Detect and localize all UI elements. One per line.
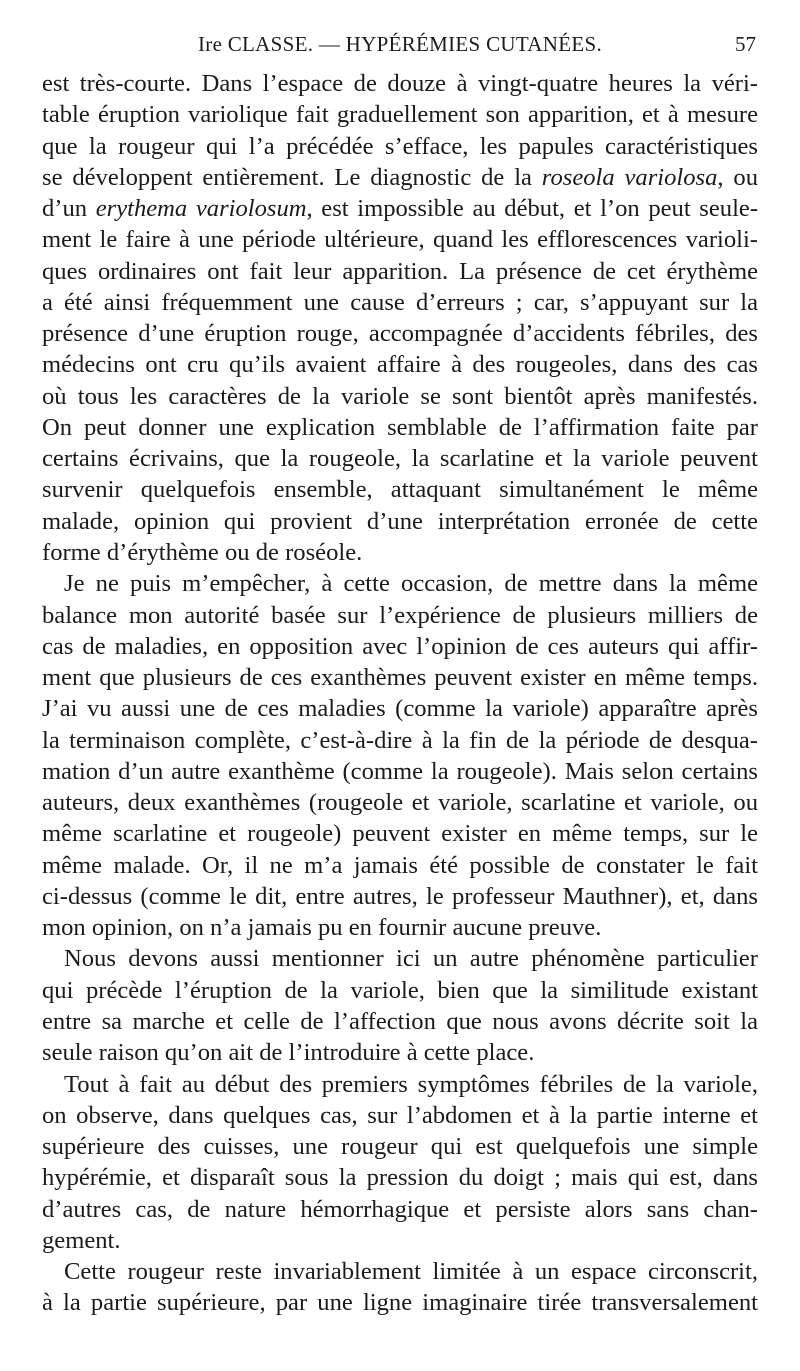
- line-text: survenir quelquefois ensemble, attaquant simultanément le même: [42, 476, 758, 504]
- line-text: Tout à fait au début des premiers symptômes fébriles de la variole,: [64, 1070, 758, 1098]
- text-line: [42, 68, 758, 99]
- text-line: [42, 193, 758, 224]
- text-line: [42, 1100, 758, 1131]
- text-line: [42, 568, 758, 599]
- line-text: mon opinion, on n’a jamais pu en fournir aucune preuve.: [42, 914, 602, 942]
- line-text: table éruption variolique fait graduellement son apparition, et à mesure: [42, 101, 758, 129]
- line-text: qui précède l’éruption de la variole, bien que la similitude existant: [42, 976, 758, 1004]
- text-line: [42, 600, 758, 631]
- text-line: [42, 693, 758, 724]
- line-text: médecins ont cru qu’ils avaient affaire à des rougeoles, dans des cas: [42, 351, 758, 379]
- line-text: que la rougeur qui l’a précédée s’efface, les papules caractéristiques: [42, 132, 758, 160]
- text-line: [42, 537, 758, 568]
- text-line: [42, 912, 758, 943]
- line-text: ques ordinaires ont fait leur apparition. La présence de cet érythème: [42, 257, 758, 285]
- line-text: Nous devons aussi mentionner ici un autre phénomène particulier: [64, 945, 758, 973]
- line-text: où tous les caractères de la variole se sont bientôt après manifestés.: [42, 382, 758, 410]
- text-line: [42, 818, 758, 849]
- page-number: 57: [735, 32, 756, 56]
- line-text: On peut donner une explication semblable de l’affirmation faite par: [42, 413, 758, 441]
- text-line: [42, 1069, 758, 1100]
- line-text: on observe, dans quelques cas, sur l’abdomen et à la partie interne et: [42, 1101, 758, 1129]
- text-line: [42, 756, 758, 787]
- page-header: [44, 32, 756, 62]
- text-line: [42, 412, 758, 443]
- line-text: entre sa marche et celle de l’affection que nous avons décrite soit la: [42, 1007, 758, 1035]
- line-text: balance mon autorité basée sur l’expérience de plusieurs milliers de: [42, 601, 758, 629]
- text-line: [42, 725, 758, 756]
- text-line: [42, 1006, 758, 1037]
- italic-term: erythema variolosum: [95, 195, 307, 223]
- text-line: [42, 943, 758, 974]
- line-text: Je ne puis m’empêcher, à cette occasion, de mettre dans la même: [64, 570, 758, 598]
- text-line: [42, 631, 758, 662]
- line-text: forme d’érythème ou de roséole.: [42, 538, 363, 566]
- line-text: est très-courte. Dans l’espace de douze à vingt-quatre heures la véri-: [42, 70, 758, 97]
- line-text-after: , ou: [717, 163, 758, 191]
- line-text: hypérémie, et disparaît sous la pression du doigt ; mais qui est, dans: [42, 1164, 758, 1192]
- line-text: se développent entièrement. Le diagnostic de la: [42, 163, 542, 191]
- text-line: [42, 443, 758, 474]
- text-line: [42, 318, 758, 349]
- text-line: [42, 662, 758, 693]
- text-line: [42, 975, 758, 1006]
- line-text: d’un: [42, 195, 96, 223]
- line-text: d’autres cas, de nature hémorrhagique et persiste alors sans chan-: [42, 1195, 758, 1223]
- text-line: [42, 256, 758, 287]
- text-line: [42, 850, 758, 881]
- text-line: [42, 1256, 758, 1287]
- line-text: a été ainsi fréquemment une cause d’erreurs ; car, s’appuyant sur la: [42, 288, 758, 316]
- text-line: [42, 1037, 758, 1068]
- line-text-after: , est impossible au début, et l’on peut seule-: [306, 195, 758, 223]
- line-text: malade, opinion qui provient d’une interprétation erronée de cette: [42, 507, 758, 535]
- line-text: ment le faire à une période ultérieure, quand les efflorescences varioli-: [42, 226, 758, 254]
- line-text: certains écrivains, que la rougeole, la scarlatine et la variole peuvent: [42, 445, 758, 473]
- line-text: la terminaison complète, c’est-à-dire à la fin de la période de desqua-: [42, 726, 758, 754]
- running-title: Ire CLASSE. — HYPÉRÉMIES CUTANÉES.: [197, 32, 603, 56]
- line-text: gement.: [42, 1226, 121, 1254]
- text-line: [42, 381, 758, 412]
- text-line: [42, 1162, 758, 1193]
- text-line: [42, 287, 758, 318]
- text-line: [42, 474, 758, 505]
- text-line: [42, 99, 758, 130]
- text-line: [42, 787, 758, 818]
- body-text: [42, 68, 758, 1319]
- text-line: [42, 349, 758, 380]
- line-text: ci-dessus (comme le dit, entre autres, le professeur Mauthner), et, dans: [42, 882, 758, 910]
- text-line: [42, 1194, 758, 1225]
- italic-term: roseola variolosa: [541, 163, 718, 191]
- line-text: Cette rougeur reste invariablement limitée à un espace circonscrit,: [64, 1258, 758, 1286]
- line-text: à la partie supérieure, par une ligne imaginaire tirée transversalement: [42, 1289, 758, 1317]
- line-text: seule raison qu’on ait de l’introduire à cette place.: [42, 1039, 535, 1067]
- line-text: mation d’un autre exanthème (comme la rougeole). Mais selon certains: [42, 757, 758, 785]
- line-text: ment que plusieurs de ces exanthèmes peuvent exister en même temps.: [42, 664, 758, 692]
- text-line: [42, 1225, 758, 1256]
- text-line: [42, 881, 758, 912]
- line-text: même malade. Or, il ne m’a jamais été possible de constater le fait: [42, 851, 758, 879]
- text-line: [42, 162, 758, 193]
- line-text: même scarlatine et rougeole) peuvent exister en même temps, sur le: [42, 820, 758, 848]
- line-text: cas de maladies, en opposition avec l’opinion de ces auteurs qui affir-: [42, 632, 758, 660]
- line-text: supérieure des cuisses, une rougeur qui est quelquefois une simple: [42, 1133, 758, 1161]
- text-line: [42, 131, 758, 162]
- line-text: auteurs, deux exanthèmes (rougeole et variole, scarlatine et variole, ou: [42, 789, 758, 817]
- line-text: J’ai vu aussi une de ces maladies (comme la variole) apparaître après: [42, 695, 758, 723]
- text-line: [42, 1131, 758, 1162]
- text-line: [42, 1287, 758, 1318]
- line-text: présence d’une éruption rouge, accompagnée d’accidents fébriles, des: [42, 320, 758, 348]
- text-line: [42, 506, 758, 537]
- text-line: [42, 224, 758, 255]
